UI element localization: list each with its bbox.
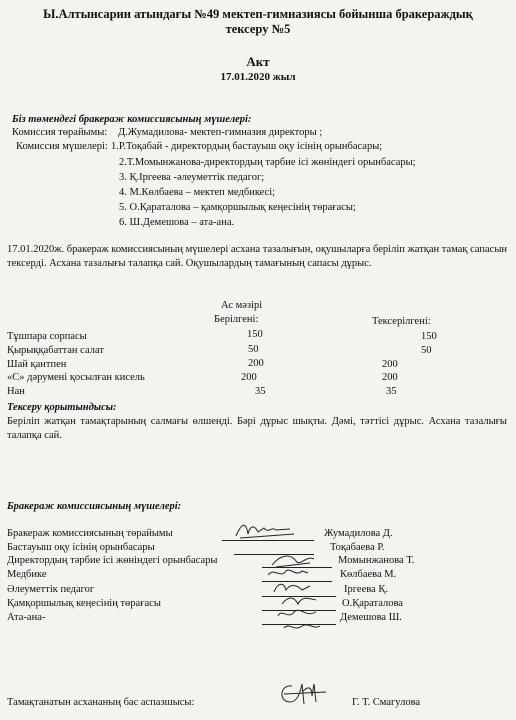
signatures-heading: Бракераж комиссиясының мүшелері: — [7, 501, 182, 512]
menu-title: Ас мәзірі — [221, 300, 263, 311]
signature-role: Бастауыш оқу ісінің орынбасары — [7, 542, 155, 553]
document-title-line2: тексеру №5 — [225, 22, 291, 36]
commission-chair-value: Д.Жумадилова- мектеп-гимназия директоры ; — [118, 127, 323, 138]
conclusion-text: Беріліп жатқан тамақтарының салмағы өлшенді. Бәрі дұрыс шықты. Дәмі, тәттісі дұрыс. Асхана тазалығы талапқа сай. — [7, 416, 507, 441]
menu-item-given: 50 — [248, 344, 259, 355]
commission-member: 2.Т.Момынжанова-директордың тәрбие ісі жөніндегі орынбасары; — [119, 157, 416, 168]
commission-member: 6. Ш.Демешова – ата-ана. — [119, 217, 235, 228]
commission-chair-label: Комиссия төрайымы: — [12, 127, 108, 138]
menu-item-checked: 50 — [421, 345, 432, 356]
menu-item-name: Қырыққабаттан салат — [7, 345, 104, 356]
menu-item-name: «С» дәрумені қосылған кисель — [7, 372, 145, 383]
commission-members-label: Комиссия мүшелері: — [16, 141, 108, 152]
menu-item-given: 35 — [255, 386, 266, 397]
commission-member: 5. О.Қараталова – қамқоршылық кеңесінің төрағасы; — [119, 202, 356, 213]
act-title: Акт — [246, 54, 270, 69]
menu-item-given: 200 — [248, 358, 264, 369]
signature-role: Бракераж комиссиясының төрайымы — [7, 528, 173, 539]
commission-heading: Біз төмендегі бракераж комиссиясының мүшелері: — [12, 114, 252, 125]
chef-role: Тамақтанатын асхананың бас аспазшысы: — [7, 697, 195, 708]
chef-name: Г. Т. Смагулова — [352, 697, 421, 708]
signature-name: Тоқабаева Р. — [330, 542, 385, 553]
inspection-text: 17.01.2020ж. бракераж комиссиясының мүшелері асхана тазалығын, оқушыларға беріліп жатқан тамақ сапасын тексерді. Асхана тазалығы талапқа сай. Оқушылардың тамағының сапасы дұрыс. — [7, 244, 507, 269]
menu-item-name: Тұшпара сорпасы — [7, 331, 87, 342]
handwritten-signature — [276, 680, 332, 710]
menu-item-given: 200 — [241, 372, 257, 383]
signature-role: Директордың тәрбие ісі жөніндегі орынбасары — [7, 555, 218, 566]
document-title-line1: Ы.Алтынсарин атындағы №49 мектеп-гимназиясы бойынша бракераждық — [43, 7, 473, 21]
commission-member: 3. Қ.Іргеева -әлеуметтік педагог; — [119, 172, 265, 183]
conclusion-heading: Тексеру қорытындысы: — [7, 402, 117, 413]
signature-role: Медбике — [7, 569, 47, 580]
menu-item-name: Шай қантпен — [7, 359, 67, 370]
menu-item-given: 150 — [247, 329, 263, 340]
signature-name: Іргеева Қ. — [344, 584, 388, 595]
signature-name: Көлбаева М. — [340, 569, 397, 580]
menu-item-checked: 200 — [382, 372, 398, 383]
signature-name: Демешова Ш. — [340, 612, 402, 623]
commission-member: 4. М.Көлбаева – мектеп медбикесі; — [119, 187, 276, 198]
menu-col-checked: Тексерілгені: — [372, 316, 431, 327]
signature-name: Момынжанова Т. — [338, 555, 415, 566]
handwritten-signature — [232, 520, 302, 542]
act-date: 17.01.2020 жыл — [220, 71, 296, 83]
signature-role: Қамқоршылық кеңесінің төрағасы — [7, 598, 161, 609]
signature-role: Ата-ана- — [7, 612, 46, 623]
handwritten-signature — [282, 620, 322, 634]
signature-role: Әлеуметтік педагог — [7, 584, 95, 595]
menu-item-name: Нан — [7, 386, 25, 397]
menu-item-checked: 35 — [386, 386, 397, 397]
menu-col-given: Берілгені: — [214, 314, 259, 325]
commission-member: 1.Р.Тоқабай - директордың бастауыш оқу ісінің орынбасары; — [111, 141, 383, 152]
signature-name: О.Қараталова — [342, 598, 403, 609]
menu-item-checked: 150 — [421, 331, 437, 342]
menu-item-checked: 200 — [382, 359, 398, 370]
signature-name: Жумадилова Д. — [324, 528, 393, 539]
